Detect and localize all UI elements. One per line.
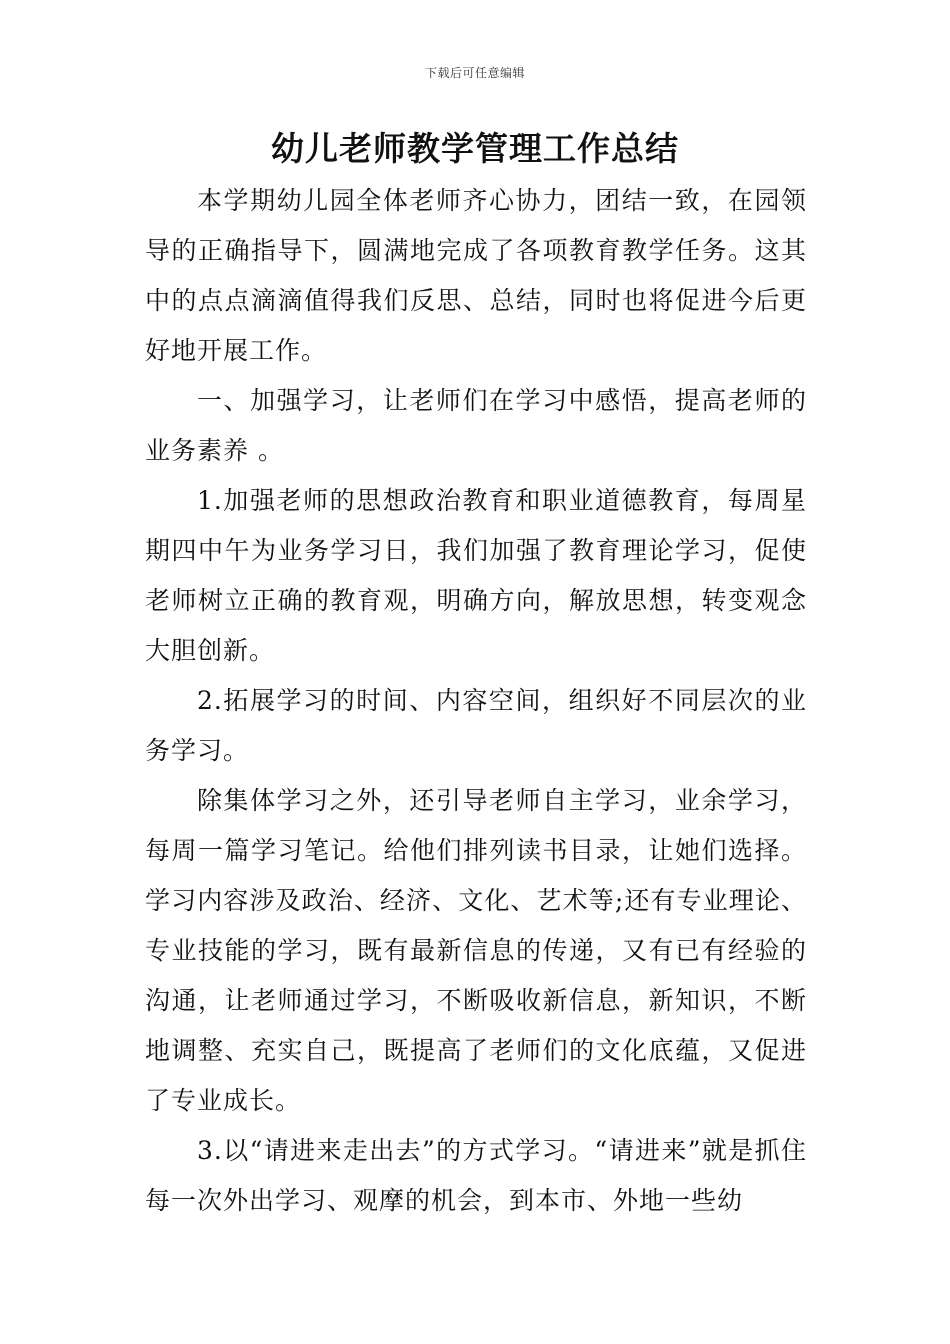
paragraph-collective-study: 除集体学习之外，还引导老师自主学习，业余学习，每周一篇学习笔记。给他们排列读书目录，让她们选择。学习内容涉及政治、经济、文化、艺术等;还有专业理论、专业技能的学习，既有最新信息的传递，又有已有经验的沟通，让老师通过学习，不断吸收新信息，新知识，不断地调整、充实自己，既提高了老师们的文化底蕴，又促进了专业成长。 [145, 786, 807, 1115]
document-body [145, 176, 807, 1226]
document-title: 幼儿老师教学管理工作总结 [271, 129, 679, 168]
paragraph-item-1: 1.加强老师的思想政治教育和职业道德教育，每周星期四中午为业务学习日，我们加强了教育理论学习，促使老师树立正确的教育观，明确方向，解放思想，转变观念大胆创新。 [145, 486, 807, 665]
header-note: 下载后可任意编辑 [424, 66, 525, 80]
paragraph-section-1-heading: 一、加强学习，让老师们在学习中感悟，提高老师的业务素养 。 [145, 386, 807, 465]
paragraph-item-2: 2.拓展学习的时间、内容空间，组织好不同层次的业务学习。 [145, 686, 807, 765]
paragraph-intro: 本学期幼儿园全体老师齐心协力，团结一致，在园领导的正确指导下，圆满地完成了各项教育教学任务。这其中的点点滴滴值得我们反思、总结，同时也将促进今后更好地开展工作。 [145, 186, 807, 365]
paragraph-item-3: 3.以“请进来走出去”的方式学习。“请进来”就是抓住每一次外出学习、观摩的机会，到本市、外地一些幼 [145, 1136, 807, 1215]
